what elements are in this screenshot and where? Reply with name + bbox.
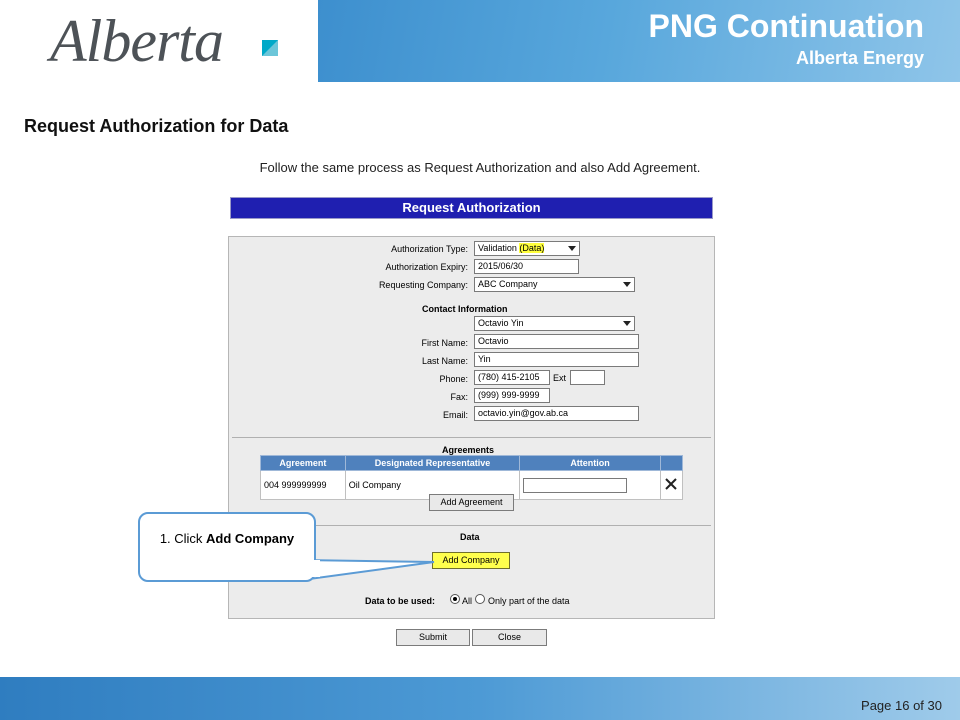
footer-bar — [0, 677, 960, 720]
form-title-bar: Request Authorization — [230, 197, 713, 219]
authorization-expiry-field[interactable]: 2015/06/30 — [474, 259, 579, 274]
agreement-cell: 004 999999999 — [261, 471, 346, 500]
callout-pointer — [300, 550, 440, 590]
authorization-type-label: Authorization Type: — [391, 244, 468, 254]
requesting-company-select[interactable] — [474, 277, 635, 292]
email-label: Email: — [442, 410, 468, 420]
logo-mark-icon — [262, 40, 278, 56]
banner-subtitle: Alberta Energy — [795, 48, 924, 68]
phone-ext-label: Ext — [553, 373, 567, 383]
column-header-designated-representative: Designated Representative — [345, 456, 519, 471]
callout-pointer-mask — [310, 560, 320, 577]
authorization-expiry-label: Authorization Expiry: — [385, 262, 468, 272]
data-usage-label: Data to be used: — [365, 596, 436, 606]
close-button[interactable]: Close — [472, 629, 547, 646]
add-agreement-button[interactable]: Add Agreement — [429, 494, 514, 511]
radio-all[interactable] — [450, 594, 460, 604]
slide-title: Request Authorization for Data — [24, 116, 289, 136]
column-header-agreement: Agreement — [261, 456, 346, 471]
banner-title: PNG Continuation — [648, 8, 924, 44]
callout-prefix: 1. Click — [159, 531, 207, 546]
add-company-button[interactable]: Add Company — [432, 552, 510, 569]
remove-cell — [660, 471, 682, 500]
last-name-field[interactable]: Yin — [474, 352, 639, 367]
section-divider — [232, 437, 711, 438]
callout-bold: Add Company — [206, 531, 295, 546]
radio-part-label: Only part of the data — [488, 596, 570, 606]
callout-text — [138, 530, 316, 548]
requesting-company-value: ABC Company — [478, 279, 538, 289]
agreements-heading: Agreements — [442, 445, 495, 455]
column-header-attention: Attention — [520, 456, 661, 471]
slide-description: Follow the same process as Request Authorization and also Add Agreement. — [259, 160, 701, 175]
representative-cell: Oil Company — [345, 471, 519, 500]
column-header-remove — [660, 456, 682, 471]
requesting-company-label: Requesting Company: — [378, 280, 468, 290]
fax-field[interactable]: (999) 999-9999 — [474, 388, 550, 403]
email-field[interactable]: octavio.yin@gov.ab.ca — [474, 406, 639, 421]
phone-ext-field[interactable] — [570, 370, 605, 385]
attention-field[interactable] — [523, 478, 627, 493]
authorization-type-highlight: (Data) — [519, 243, 545, 253]
phone-label: Phone: — [439, 374, 468, 384]
radio-all-label: All — [462, 596, 473, 606]
page-number: Page 16 of 30 — [861, 698, 942, 713]
remove-agreement-icon[interactable] — [664, 477, 678, 491]
radio-part[interactable] — [475, 594, 485, 604]
contact-information-heading: Contact Information — [422, 304, 508, 314]
alberta-logo: Alberta — [50, 8, 223, 74]
fax-label: Fax: — [450, 392, 468, 402]
contact-select[interactable] — [474, 316, 635, 331]
last-name-label: Last Name: — [421, 356, 468, 366]
data-heading: Data — [460, 532, 480, 542]
phone-field[interactable]: (780) 415-2105 — [474, 370, 550, 385]
authorization-type-value: Validation — [478, 243, 517, 253]
submit-button[interactable]: Submit — [396, 629, 470, 646]
attention-cell — [520, 471, 661, 500]
first-name-field[interactable]: Octavio — [474, 334, 639, 349]
authorization-type-select[interactable] — [474, 241, 580, 256]
first-name-label: First Name: — [421, 338, 468, 348]
agreements-header-row — [261, 456, 683, 471]
contact-select-value: Octavio Yin — [478, 318, 524, 328]
